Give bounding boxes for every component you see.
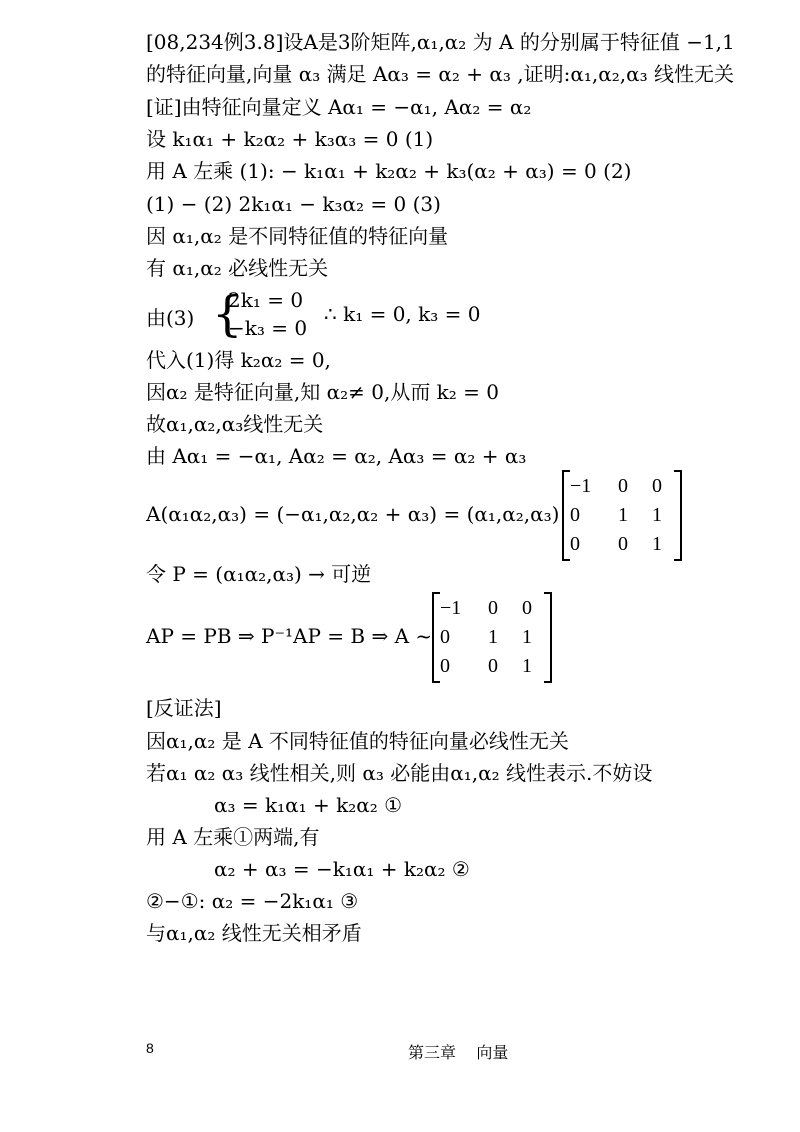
matrix-1 [562, 470, 682, 561]
matrix-cell: 0 [570, 504, 580, 526]
proof-line-11: 令 P = (α₁α₂,α₃) → 可逆 [146, 562, 372, 586]
matrix-cell: 1 [652, 504, 662, 526]
proof-line-3: 用 A 左乘 (1): − k₁α₁ + k₂α₂ + k₃(α₂ + α₃) = 0 (2) [146, 159, 632, 183]
problem-line-1: [08,234例3.8]设A是3阶矩阵,α₁,α₂ 为 A 的分别属于特征值 −1,1 [146, 30, 735, 54]
matrix-cell: 1 [522, 626, 532, 648]
matrix-cell: 1 [618, 504, 628, 526]
matrix-cell: 1 [652, 533, 662, 555]
contradiction-line-4: 用 A 左乘①两端,有 [146, 825, 320, 849]
proof-line-1: [证]由特征向量定义 Aα₁ = −α₁, Aα₂ = α₂ [146, 95, 532, 119]
contradiction-line-5: α₂ + α₃ = −k₁α₁ + k₂α₂ ② [214, 857, 470, 881]
matrix-cell: 0 [618, 475, 628, 497]
matrix-row [570, 530, 674, 559]
matrix-row [440, 623, 544, 652]
proof-line-9: 故α₁,α₂,α₃线性无关 [146, 412, 324, 436]
proof-line-5: 因 α₁,α₂ 是不同特征值的特征向量 [146, 224, 449, 248]
system-row-2: −k₃ = 0 [228, 316, 308, 340]
system-result: ∴ k₁ = 0, k₃ = 0 [324, 302, 481, 326]
matrix-cell: 0 [488, 655, 498, 677]
matrix-cell: 0 [652, 475, 662, 497]
matrix-equation-2: AP = PB ⇒ P⁻¹AP = B ⇒ A ~ [146, 624, 433, 648]
proof-line-8: 因α₂ 是特征向量,知 α₂≠ 0,从而 k₂ = 0 [146, 380, 500, 404]
chapter-title: 第三章 向量 [408, 1043, 509, 1062]
system-row-1: 2k₁ = 0 [228, 288, 304, 312]
matrix-cell: 0 [618, 533, 628, 555]
problem-line-2: 的特征向量,向量 α₃ 满足 Aα₃ = α₂ + α₃ ,证明:α₁,α₂,α₃ 线性无关 [146, 62, 735, 86]
matrix-cell: 0 [570, 533, 580, 555]
proof-line-10: 由 Aα₁ = −α₁, Aα₂ = α₂, Aα₃ = α₂ + α₃ [146, 444, 527, 468]
system-label: 由(3) [146, 306, 195, 330]
proof-line-2: 设 k₁α₁ + k₂α₂ + k₃α₃ = 0 (1) [146, 127, 434, 151]
matrix-cell: 0 [440, 655, 450, 677]
matrix-2 [432, 592, 552, 683]
proof-line-4: (1) − (2) 2k₁α₁ − k₃α₂ = 0 (3) [146, 192, 441, 216]
page-number: 8 [146, 1040, 154, 1056]
matrix-cell: 0 [522, 597, 532, 619]
matrix-equation-1: A(α₁α₂,α₃) = (−α₁,α₂,α₂ + α₃) = (α₁,α₂,α₃) [146, 502, 560, 526]
matrix-cell: 1 [522, 655, 532, 677]
matrix-cell: −1 [440, 597, 462, 619]
matrix-row [440, 594, 544, 623]
contradiction-line-7: 与α₁,α₂ 线性无关相矛盾 [146, 921, 362, 945]
matrix-row [570, 472, 674, 501]
matrix-cell: −1 [570, 475, 592, 497]
matrix-cell: 0 [440, 626, 450, 648]
matrix-row [570, 501, 674, 530]
matrix-row [440, 652, 544, 681]
contradiction-line-1: 因α₁,α₂ 是 A 不同特征值的特征向量必线性无关 [146, 729, 569, 753]
left-brace: { [212, 286, 243, 342]
contradiction-line-6: ②−①: α₂ = −2k₁α₁ ③ [146, 889, 359, 913]
matrix-cell: 1 [488, 626, 498, 648]
contradiction-heading: [反证法] [146, 696, 222, 720]
matrix-cell: 0 [488, 597, 498, 619]
proof-line-6: 有 α₁,α₂ 必线性无关 [146, 256, 329, 280]
contradiction-line-3: α₃ = k₁α₁ + k₂α₂ ① [214, 793, 403, 817]
contradiction-line-2: 若α₁ α₂ α₃ 线性相关,则 α₃ 必能由α₁,α₂ 线性表示.不妨设 [146, 761, 653, 785]
proof-line-7: 代入(1)得 k₂α₂ = 0, [146, 348, 331, 372]
